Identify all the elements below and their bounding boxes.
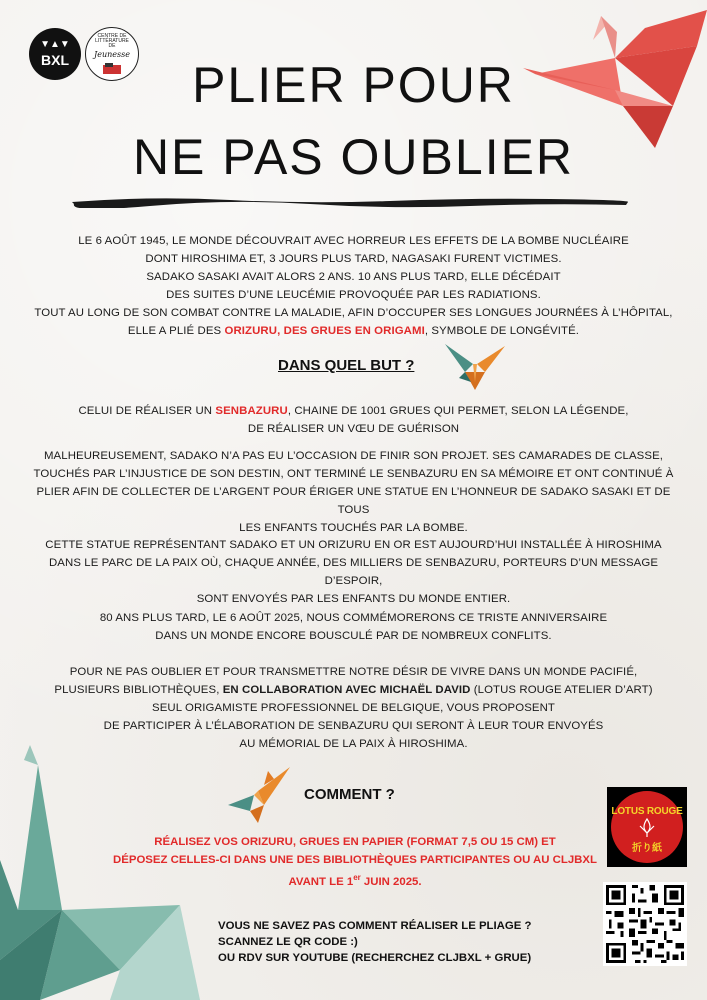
collab-line: AU MÉMORIAL DE LA PAIX À HIROSHIMA. xyxy=(239,738,468,750)
statue-paragraph xyxy=(20,536,687,608)
bxl-logo-text: BXL xyxy=(41,52,69,68)
collaboration-paragraph xyxy=(20,663,687,753)
statue-line: SONT ENVOYÉS PAR LES ENFANTS DU MONDE ENTIER. xyxy=(196,593,511,605)
logo-line-2: LITTÉRATURE xyxy=(95,38,129,44)
lotus-logo-japanese: 折り紙 xyxy=(632,843,662,854)
help-text xyxy=(218,918,598,966)
logo-line-1: CENTRE DE xyxy=(97,33,127,39)
collaboration-highlight: EN COLLABORATION AVEC MICHAËL DAVID xyxy=(222,684,471,696)
intro-line: LE 6 AOÛT 1945, LE MONDE DÉCOUVRAIT AVEC HORREUR LES EFFETS DE LA BOMBE NUCLÉAIRE xyxy=(78,235,629,247)
intro-paragraph xyxy=(20,232,687,340)
intro-line: TOUT AU LONG DE SON COMBAT CONTRE LA MALADIE, AFIN D’OCCUPER SES LONGUES JOURNÉES À L’HÔPITAL, xyxy=(34,307,673,319)
lotus-flower-icon xyxy=(637,817,657,837)
how-line: DÉPOSEZ CELLES-CI DANS UNE DES BIBLIOTHÈQUES PARTICIPANTES OU AU CLJBXL xyxy=(113,854,597,866)
story-line: LES ENFANTS TOUCHÉS PAR LA BOMBE. xyxy=(239,522,468,534)
senbazuru-highlight: SENBAZURU xyxy=(215,405,288,417)
story-line: TOUCHÉS PAR L’INJUSTICE DE SON DESTIN, ONT TERMINÉ LE SENBAZURU EN SA MÉMOIRE ET ONT CONTINUÉ À xyxy=(33,468,674,480)
statue-line: CETTE STATUE REPRÉSENTANT SADAKO ET UN ORIZURU EN OR EST AUJOURD’HUI INSTALLÉE À HIROSHIMA xyxy=(45,539,662,551)
lotus-ring xyxy=(611,791,683,863)
lotus-rouge-logo xyxy=(607,787,687,867)
how-line: RÉALISEZ VOS ORIZURU, GRUES EN PAPIER (FORMAT 7,5 OU 15 CM) ET xyxy=(154,836,556,848)
orizuru-highlight: ORIZURU, DES GRUES EN ORIGAMI xyxy=(224,325,425,337)
bird-icon: ▼▲▼ xyxy=(40,39,70,50)
purpose-paragraph xyxy=(20,402,687,438)
section-heading-how: COMMENT ? xyxy=(304,786,395,803)
story-line: MALHEUREUSEMENT, SADAKO N’A PAS EU L’OCCASION DE FINIR SON PROJET. SES CAMARADES DE CLASSE, xyxy=(43,450,664,462)
story-line: PLIER AFIN DE COLLECTER DE L’ARGENT POUR ÉRIGER UNE STATUE EN L’HONNEUR DE SADAKO SASAKI ET DE TOUS xyxy=(36,486,671,516)
qr-code-icon[interactable] xyxy=(603,882,687,966)
how-instructions xyxy=(110,833,600,891)
story-paragraph xyxy=(20,447,687,537)
help-line: OU RDV SUR YOUTUBE (RECHERCHEZ CLJBXL + GRUE) xyxy=(218,952,532,964)
collab-line: PLUSIEURS BIBLIOTHÈQUES, EN COLLABORATION AVEC MICHAËL DAVID (LOTUS ROUGE ATELIER D’ART) xyxy=(54,684,653,696)
collab-line: POUR NE PAS OUBLIER ET POUR TRANSMETTRE NOTRE DÉSIR DE VIVRE DANS UN MONDE PACIFIÉ, xyxy=(69,666,638,678)
anniversary-line: 80 ANS PLUS TARD, LE 6 AOÛT 2025, NOUS COMMÉMORERONS CE TRISTE ANNIVERSAIRE xyxy=(99,612,608,624)
intro-line: DONT HIROSHIMA ET, 3 JOURS PLUS TARD, NAGASAKI FURENT VICTIMES. xyxy=(145,253,562,265)
section-heading-purpose: DANS QUEL BUT ? xyxy=(278,357,415,374)
logo-line-3: DE xyxy=(108,43,116,49)
help-line: SCANNEZ LE QR CODE :) xyxy=(218,936,358,948)
anniversary-line: DANS UN MONDE ENCORE BOUSCULÉ PAR DE NOMBREUX CONFLITS. xyxy=(155,630,552,642)
orange-crane-icon xyxy=(445,342,505,392)
intro-line: ELLE A PLIÉ DES ORIZURU, DES GRUES EN ORIGAMI, SYMBOLE DE LONGÉVITÉ. xyxy=(127,325,580,337)
collab-line: DE PARTICIPER À L’ÉLABORATION DE SENBAZURU QUI SERONT À LEUR TOUR ENVOYÉS xyxy=(103,720,604,732)
page-title-line2: NE PAS OUBLIER xyxy=(132,129,575,185)
help-line: VOUS NE SAVEZ PAS COMMENT RÉALISER LE PLIAGE ? xyxy=(218,920,532,932)
page-title-line1: PLIER POUR xyxy=(192,57,515,113)
anniversary-paragraph xyxy=(20,609,687,645)
statue-line: DANS LE PARC DE LA PAIX OÙ, CHAQUE ANNÉE, DES MILLIERS DE SENBAZURU, PORTEURS D’UN MESSAGE D’ESPOIR, xyxy=(48,557,659,587)
purpose-line: DE RÉALISER UN VŒU DE GUÉRISON xyxy=(247,423,460,435)
how-line: AVANT LE 1er JUIN 2025. xyxy=(288,873,422,888)
lotus-logo-name: LOTUS ROUGE xyxy=(611,806,683,817)
orange-crane-icon xyxy=(228,765,290,823)
intro-line: DES SUITES D’UNE LEUCÉMIE PROVOQUÉE PAR LES RADIATIONS. xyxy=(166,289,541,301)
purpose-line: CELUI DE RÉALISER UN SENBAZURU, CHAINE DE 1001 GRUES QUI PERMET, SELON LA LÉGENDE, xyxy=(78,405,629,417)
logo-script: Jeunesse xyxy=(94,50,130,59)
collab-line: SEUL ORIGAMISTE PROFESSIONNEL DE BELGIQUE, VOUS PROPOSENT xyxy=(152,702,555,714)
intro-line: SADAKO SASAKI AVAIT ALORS 2 ANS. 10 ANS PLUS TARD, ELLE DÉCÉDAIT xyxy=(146,271,561,283)
brush-stroke-icon xyxy=(70,194,630,208)
